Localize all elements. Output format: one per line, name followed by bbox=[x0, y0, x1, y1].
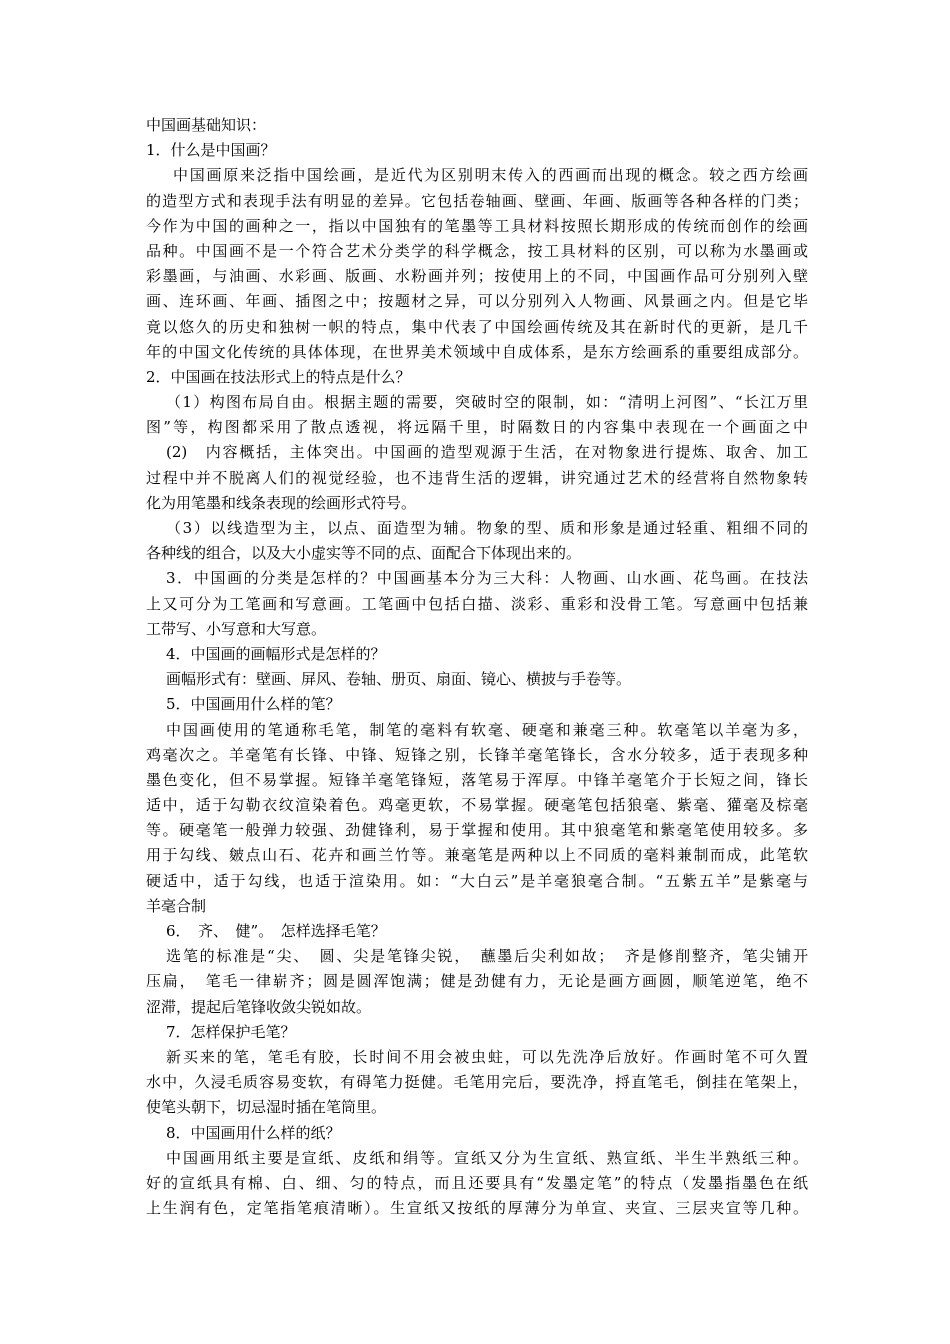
paragraph-line: 等。硬毫笔一般弹力较强、劲健锋利，易于掌握和使用。其中狼毫笔和紫毫笔使用较多。多 bbox=[146, 821, 808, 840]
paragraph-line: 彩墨画，与油画、水彩画、版画、水粉画并列；按使用上的不同，中国画作品可分别列入壁 bbox=[146, 267, 808, 286]
paragraph-line: 各种线的组合，以及大小虚实等不同的点、面配合下体现出来的。 bbox=[146, 544, 582, 563]
paragraph-line: 化为用笔墨和线条表现的绘画形式符号。 bbox=[146, 493, 417, 512]
section-heading: 7．怎样保护毛笔？ bbox=[166, 1022, 296, 1041]
paragraph-line: 上又可分为工笔画和写意画。工笔画中包括白描、淡彩、重彩和没骨工笔。写意画中包括兼 bbox=[146, 594, 808, 613]
document-title: 中国画基础知识： bbox=[146, 116, 267, 134]
paragraph-line: 竟以悠久的历史和独树一帜的特点，集中代表了中国绘画传统及其在新时代的更新，是几千 bbox=[146, 317, 808, 336]
paragraph-line: 墨色变化，但不易掌握。短锋羊毫笔锋短，落笔易于浑厚。中锋羊毫笔介于长短之间，锋长 bbox=[146, 770, 808, 789]
paragraph-line: （1）构图布局自由。根据主题的需要，突破时空的限制，如：“清明上河图”、“长江万里 bbox=[166, 393, 808, 412]
section-heading: 1．什么是中国画？ bbox=[146, 141, 276, 160]
paragraph-line: 年的中国文化传统的具体体现，在世界美术领域中自成体系，是东方绘画系的重要组成部分。 bbox=[146, 342, 808, 361]
section-heading: 2．中国画在技法形式上的特点是什么？ bbox=[146, 367, 411, 386]
paragraph-line: 鸡毫次之。羊毫笔有长锋、中锋、短锋之别，长锋羊毫笔锋长，含水分较多，适于表现多种 bbox=[146, 745, 808, 764]
paragraph-line: 涩滞，提起后笔锋收敛尖锐如故。 bbox=[146, 997, 372, 1016]
section-heading: 4．中国画的画幅形式是怎样的？ bbox=[166, 644, 386, 663]
section-heading: 5．中国画用什么样的笔？ bbox=[166, 695, 341, 714]
paragraph-line: （3）以线造型为主，以点、面造型为辅。物象的型、质和形象是通过轻重、粗细不同的 bbox=[166, 519, 808, 537]
paragraph-line: 上生润有色，定笔指笔痕清晰）。生宣纸又按纸的厚薄分为单宣、夹宣、三层夹宣等几种。 bbox=[146, 1199, 808, 1218]
section-heading: 3．中国画的分类是怎样的？中国画基本分为三大科：人物画、山水画、花鸟画。在技法 bbox=[166, 569, 808, 588]
paragraph-line: 中国画原来泛指中国绘画，是近代为区别明末传入的西画而出现的概念。较之西方绘画 bbox=[173, 166, 808, 185]
paragraph-line: 选笔的标准是“尖、 圆、尖是笔锋尖锐， 蘸墨后尖利如故； 齐是修削整齐，笔尖铺开 bbox=[166, 947, 808, 966]
paragraph-line: 中国画使用的笔通称毛笔，制笔的毫料有软毫、硬毫和兼毫三种。软毫笔以羊毫为多， bbox=[166, 720, 808, 739]
paragraph-line: 用于勾线、皴点山石、花卉和画兰竹等。兼毫笔是两种以上不同质的毫料兼制而成，此笔软 bbox=[146, 846, 808, 865]
paragraph-line: 使笔头朝下，切忌湿时插在笔筒里。 bbox=[146, 1098, 387, 1117]
section-heading: 6． 齐、 健”。 怎样选择毛笔？ bbox=[166, 922, 386, 940]
paragraph-line: 工带写、小写意和大写意。 bbox=[146, 619, 327, 638]
paragraph-line: 新买来的笔，笔毛有胶，长时间不用会被虫蛀，可以先洗净后放好。作画时笔不可久置 bbox=[166, 1047, 808, 1066]
paragraph-line: 的造型方式和表现手法有明显的差异。它包括卷轴画、壁画、年画、版画等各种各样的门类； bbox=[146, 191, 808, 210]
paragraph-line: 压扁， 笔毛一律崭齐；圆是圆浑饱满；健是劲健有力，无论是画方画圆，顺笔逆笔，绝不 bbox=[146, 972, 808, 991]
document-body bbox=[146, 113, 808, 1221]
paragraph-line: 硬适中，适于勾线，也适于渲染用。如：“大白云”是羊毫狼毫合制。“五紫五羊”是紫毫与 bbox=[146, 871, 808, 890]
paragraph-line: 好的宣纸具有棉、白、细、匀的特点，而且还要具有“发墨定笔”的特点（发墨指墨色在纸 bbox=[146, 1173, 808, 1192]
paragraph-line: 中国画用纸主要是宣纸、皮纸和绢等。宣纸又分为生宣纸、熟宣纸、半生半熟纸三种。 bbox=[166, 1148, 808, 1167]
section-heading: 8．中国画用什么样的纸？ bbox=[166, 1123, 341, 1142]
paragraph-line: 今作为中国的画种之一，指以中国独有的笔墨等工具材料按照长期形成的传统而创作的绘画 bbox=[146, 216, 808, 235]
paragraph-line: 图”等，构图都采用了散点透视，将远隔千里，时隔数日的内容集中表现在一个画面之中 bbox=[146, 418, 808, 437]
paragraph-line: 过程中并不脱离人们的视觉经验，也不违背生活的逻辑，讲究通过艺术的经营将自然物象转 bbox=[146, 468, 808, 487]
paragraph-line: 品种。中国画不是一个符合艺术分类学的科学概念，按工具材料的区别，可以称为水墨画或 bbox=[146, 241, 808, 260]
paragraph-line: 画幅形式有：壁画、屏风、卷轴、册页、扇面、镜心、横披与手卷等。 bbox=[166, 670, 632, 689]
paragraph-line: 画、连环画、年画、插图之中；按题材之异，可以分别列入人物画、风景画之内。但是它毕 bbox=[146, 292, 808, 311]
paragraph-line: 水中，久浸毛质容易变软，有碍笔力挺健。毛笔用完后，要洗净，捋直笔毛，倒挂在笔架上， bbox=[146, 1073, 808, 1092]
paragraph-line: (2) 内容概括，主体突出。中国画的造型观源于生活，在对物象进行提炼、取舍、加工 bbox=[166, 443, 808, 462]
paragraph-line: 适中，适于勾勒衣纹渲染着色。鸡毫更软，不易掌握。硬毫笔包括狼毫、紫毫、獾毫及棕毫 bbox=[146, 796, 808, 815]
paragraph-line: 羊毫合制 bbox=[146, 896, 207, 915]
